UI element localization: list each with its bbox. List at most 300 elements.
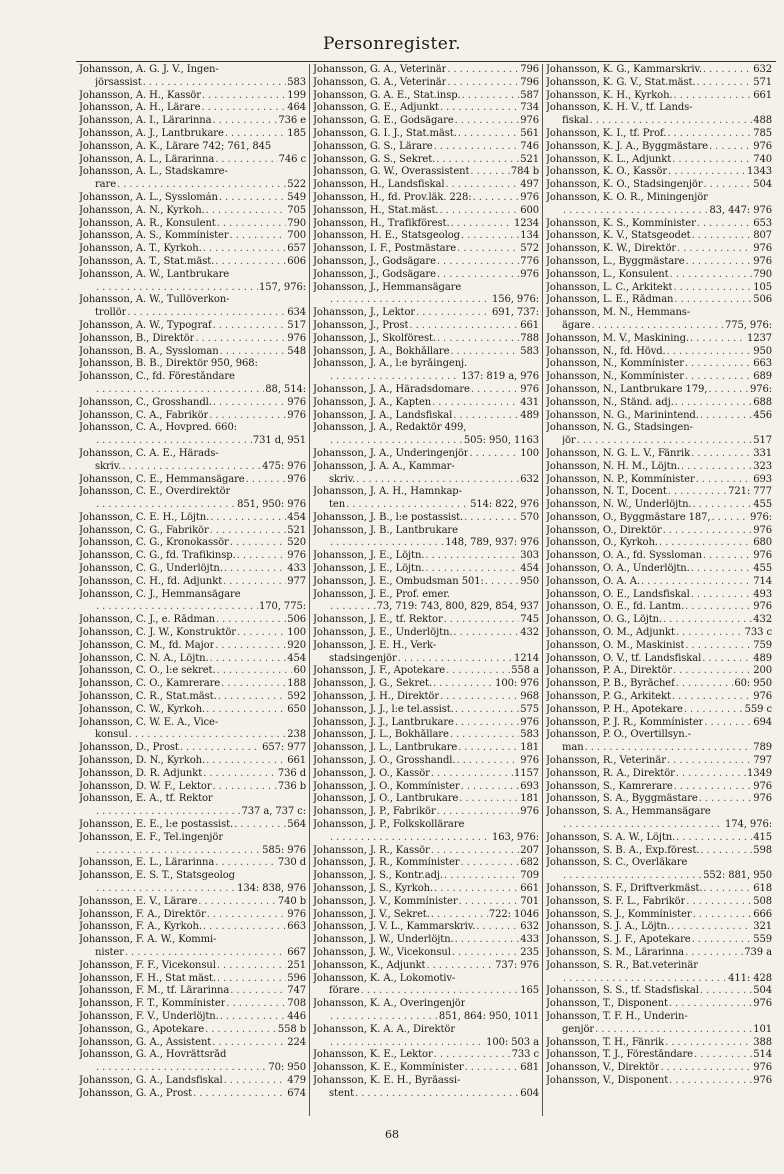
entry-name: Johansson, F. V., Underlöjtn.	[79, 1010, 219, 1022]
entry-pages: 709	[520, 870, 539, 882]
entry-name: Johansson, J. E. H., Verk-	[313, 639, 437, 651]
leader-dots	[96, 435, 252, 448]
leader-dots	[685, 601, 752, 614]
entry-name: Johansson, J. O., Lantbrukare	[313, 793, 459, 805]
register-entry	[546, 870, 772, 883]
entry-pages: 789	[753, 742, 772, 754]
entry-pages: 432	[520, 627, 539, 639]
entry-name: Johansson, P. A., Direktör	[546, 665, 672, 677]
entry-pages: 784 b	[510, 166, 539, 178]
entry-pages: 976	[753, 550, 772, 562]
entry-pages: 739 a	[744, 946, 772, 958]
entry-pages: 575	[520, 703, 539, 715]
entry-name: Johansson, T. J., Föreståndare	[546, 1049, 694, 1061]
leader-dots	[563, 870, 702, 883]
entry-pages: 745	[520, 614, 539, 626]
entry-pages: 583	[520, 729, 539, 741]
entry-pages: 797	[753, 755, 772, 767]
entry-name: Johansson, J. A., l:e byråingenj.	[313, 358, 468, 370]
register-entry	[546, 563, 772, 576]
leader-dots	[691, 589, 753, 602]
leader-dots	[690, 333, 746, 346]
entry-pages: 667	[287, 946, 306, 958]
register-entry	[546, 614, 772, 627]
entry-pages: 976:	[749, 383, 772, 395]
entry-name: Johansson, J. O., Grosshandl.	[313, 755, 456, 767]
register-entry	[546, 768, 772, 781]
leader-dots	[432, 397, 519, 410]
entry-name: Johansson, C. E. H., Löjtn.	[79, 511, 210, 523]
register-entry	[546, 1011, 772, 1024]
register-entry	[546, 192, 772, 205]
register-entry	[79, 346, 306, 359]
entry-name: Johansson, O. E., Landsfiskal	[546, 588, 690, 600]
entry-pages: 714	[753, 575, 772, 587]
register-entry	[79, 499, 306, 512]
leader-dots	[676, 627, 744, 640]
register-entry	[546, 77, 772, 90]
leader-dots	[671, 921, 752, 934]
register-entry	[546, 256, 772, 269]
register-entry	[79, 973, 306, 986]
entry-name: Johansson, J. R., Kommínister	[313, 857, 460, 869]
leader-dots	[220, 346, 287, 359]
register-entry	[546, 960, 772, 973]
entry-name: Johansson, C. A. E., Härads-	[79, 447, 219, 459]
entry-name: Johansson, C. J., e. Rådman	[79, 614, 215, 626]
register-entry	[546, 589, 772, 602]
leader-dots	[213, 115, 278, 128]
register-entry	[313, 115, 539, 128]
entry-pages: 776	[520, 255, 539, 267]
register-entry	[313, 141, 539, 154]
entry-name: Johansson, J. B., l:e postassist.	[313, 511, 464, 523]
entry-name: Johansson, E. V., Lärare	[79, 895, 198, 907]
register-entry	[79, 768, 306, 781]
entry-name: Johansson, D. N., Kyrkoh.	[79, 755, 206, 767]
leader-dots	[590, 115, 753, 128]
entry-pages: 454	[287, 511, 306, 523]
entry-pages: 60: 950	[734, 678, 772, 690]
entry-name: Johansson, A. N., Kyrkoh.	[79, 204, 205, 216]
entry-pages: 618	[753, 883, 772, 894]
entry-pages: 559 c	[744, 703, 772, 715]
register-entry	[546, 282, 772, 295]
entry-pages: 559	[753, 934, 772, 946]
leader-dots	[217, 665, 293, 678]
register-entry	[546, 832, 772, 845]
register-entry	[313, 576, 539, 589]
entry-name: Johansson, C. W. E. A., Vice-	[79, 716, 219, 728]
leader-dots	[696, 77, 752, 90]
entry-name: Johansson, G. A., Prost	[79, 1087, 193, 1099]
register-entry	[313, 525, 539, 538]
leader-dots	[641, 576, 752, 589]
leader-dots	[677, 243, 752, 256]
leader-dots	[459, 793, 519, 806]
register-entry	[313, 755, 539, 768]
leader-dots	[445, 179, 519, 192]
register-entry	[79, 192, 306, 205]
register-entry	[79, 793, 306, 806]
entry-name: Johansson, K. J. A., Byggmästare	[546, 140, 708, 152]
leader-dots	[203, 243, 286, 256]
register-entry	[313, 422, 539, 435]
entry-name: Johansson, C. E., Överdirektör	[79, 486, 231, 498]
entry-name: Johansson, K. W., Direktör	[546, 243, 677, 255]
entry-name: Johansson, S. F., Driftverkmäst.	[546, 883, 703, 894]
leader-dots	[685, 640, 752, 653]
entry-name: Johansson, O. A. A.	[546, 575, 641, 587]
register-entry	[546, 358, 772, 371]
register-entry	[313, 857, 539, 870]
entry-name: Johansson, K. O., Kassör	[546, 166, 668, 178]
register-entry	[79, 282, 306, 295]
leader-dots	[674, 781, 753, 794]
register-entry	[313, 601, 539, 614]
register-entry	[313, 883, 539, 896]
entry-name: Johansson, J. S., Kyrkoh.	[313, 883, 434, 894]
leader-dots	[700, 985, 752, 998]
entry-pages: 796	[520, 64, 539, 75]
entry-name: Johansson, J. E., Löjtn.	[313, 550, 425, 562]
register-entry	[79, 525, 306, 538]
leader-dots	[224, 563, 286, 576]
register-entry	[546, 601, 772, 614]
entry-name: Johansson, C. R., Stat.mäst.	[79, 691, 217, 703]
register-entry	[79, 985, 306, 998]
entry-pages: 746 c	[278, 153, 306, 165]
leader-dots	[218, 691, 287, 704]
register-entry	[313, 550, 539, 563]
entry-pages: 156, 976:	[491, 294, 539, 306]
entry-name: Johansson, M. V., Maskining.	[546, 332, 690, 344]
leader-dots	[210, 512, 286, 525]
entry-name: Johansson, J. F., Apotekare	[313, 665, 446, 677]
entry-name: Johansson, S. A., Hemmansägare	[546, 806, 711, 818]
entry-pages: 88, 514:	[265, 383, 306, 395]
leader-dots	[212, 1037, 286, 1050]
leader-dots	[237, 550, 287, 563]
register-entry	[79, 1075, 306, 1088]
register-entry	[79, 576, 306, 589]
entry-name: Johansson, A. H., Kassör	[79, 89, 201, 101]
leader-dots	[473, 192, 520, 205]
entry-name: Johansson, S. A., Byggmästare	[546, 793, 698, 805]
entry-pages: 585: 976	[262, 844, 306, 856]
entry-name: Johansson, N., fd. Hövd.	[546, 345, 666, 357]
leader-dots	[234, 819, 286, 832]
entry-pages: 693	[520, 780, 539, 792]
entry-pages: 968	[520, 691, 539, 703]
entry-name: Johansson, J., Skolförest.	[313, 332, 437, 344]
register-entry	[313, 832, 539, 845]
entry-name: Johansson, A. W., Lantbrukare	[79, 268, 230, 280]
register-entry	[79, 729, 306, 742]
entry-name: Johansson, C. E., Hemmansägare	[79, 473, 245, 485]
entry-name: Johansson, K. H. V., tf. Lands-	[546, 102, 693, 114]
leader-dots	[663, 525, 753, 538]
entry-name: Johansson, T. F. H., Underin-	[546, 1010, 688, 1022]
entry-name: Johansson, J. A., Kapten	[313, 396, 432, 408]
entry-name: Johansson, K. A. A., Direktör	[313, 1023, 456, 1035]
register-entry	[79, 435, 306, 448]
entry-pages: 976	[753, 140, 772, 152]
register-entry	[313, 640, 539, 653]
leader-dots	[709, 141, 752, 154]
entry-pages: 788	[520, 332, 539, 344]
entry-name: Johansson, O. M., Maskinist	[546, 639, 685, 651]
entry-name: Johansson, E. F., Tel.ingenjör	[79, 831, 224, 843]
leader-dots	[459, 896, 520, 909]
entry-pages: 455	[753, 499, 772, 511]
register-entry	[79, 1037, 306, 1050]
leader-dots	[96, 806, 240, 819]
leader-dots	[431, 768, 513, 781]
entry-pages: 650	[287, 703, 306, 715]
entry-name: Johansson, C. G., Kronokassör	[79, 537, 229, 549]
entry-name: Johansson, K. O. R., Miningenjör	[546, 191, 708, 203]
entry-name: Johansson, L. C., Arkitekt	[546, 281, 673, 293]
leader-dots	[330, 1011, 438, 1024]
register-entry	[546, 115, 772, 128]
entry-pages: 666	[753, 908, 772, 920]
leader-dots	[206, 205, 287, 218]
entry-pages: 950	[753, 345, 772, 357]
leader-dots	[676, 678, 734, 691]
register-entry	[546, 781, 772, 794]
leader-dots	[330, 294, 491, 307]
register-entry	[79, 909, 306, 922]
register-entry	[313, 192, 539, 205]
entry-pages: 163, 976:	[491, 831, 539, 843]
entry-pages: 592	[287, 691, 306, 703]
leader-dots	[225, 128, 286, 141]
register-entry	[313, 960, 539, 973]
leader-dots	[667, 128, 752, 141]
entry-name: Johansson, B. A., Syssloman	[79, 345, 219, 357]
register-entry	[79, 704, 306, 717]
leader-dots	[485, 576, 519, 589]
leader-dots	[444, 870, 519, 883]
leader-dots	[458, 742, 519, 755]
register-entry	[313, 768, 539, 781]
register-entry	[313, 205, 539, 218]
register-entry	[546, 640, 772, 653]
entry-pages: 572	[520, 243, 539, 255]
entry-name: Johansson, J. A., Underingenjör	[313, 447, 469, 459]
entry-name: Johansson, B., Direktör	[79, 332, 195, 344]
entry-pages: 775, 976:	[724, 319, 772, 331]
entry-pages: 600	[520, 204, 539, 216]
register-entry	[313, 269, 539, 282]
entry-pages: 446	[287, 1010, 306, 1022]
entry-name: Johansson, N. T., Docent	[546, 486, 667, 498]
register-entry	[79, 550, 306, 563]
leader-dots	[461, 230, 519, 243]
leader-dots	[453, 410, 519, 423]
register-entry	[313, 282, 539, 295]
register-entry	[313, 371, 539, 384]
entry-pages: 165	[520, 985, 539, 997]
register-entry	[79, 422, 306, 435]
register-entry	[313, 154, 539, 167]
register-entry	[313, 166, 539, 179]
leader-dots	[699, 793, 752, 806]
entry-pages: 759	[753, 639, 772, 651]
entry-name: skriv.	[329, 473, 356, 485]
entry-pages: 148, 789, 937: 976	[445, 537, 539, 549]
leader-dots	[440, 205, 520, 218]
leader-dots	[213, 320, 287, 333]
leader-dots	[416, 307, 491, 320]
leader-dots	[669, 1075, 752, 1088]
entry-pages: 807	[753, 230, 772, 242]
entry-name: Johansson, K. E. H., Byråassi-	[313, 1074, 461, 1086]
entry-name: Johansson, G. I. J., Stat.mäst.	[313, 127, 457, 139]
entry-name: Johansson, J. B., Lantbrukare	[313, 524, 458, 536]
entry-pages: 549	[287, 191, 306, 203]
entry-pages: 1237	[746, 332, 772, 344]
leader-dots	[210, 653, 287, 666]
entry-pages: 1214	[513, 652, 539, 664]
entry-pages: 851, 950: 976	[237, 499, 306, 511]
entry-pages: 506	[287, 614, 306, 626]
leader-dots	[96, 384, 264, 397]
register-entry	[313, 742, 539, 755]
register-entry	[79, 537, 306, 550]
entry-pages: 661	[520, 319, 539, 331]
register-entry	[313, 704, 539, 717]
leader-dots	[577, 435, 753, 448]
entry-pages: 851, 864: 950, 1011	[438, 1010, 539, 1022]
entry-name: Johansson, J. E., Löjtn.	[313, 563, 425, 575]
entry-pages: 174, 976:	[724, 819, 772, 831]
leader-dots	[461, 781, 520, 794]
register-entry	[546, 243, 772, 256]
register-entry	[79, 742, 306, 755]
register-entry	[313, 64, 539, 77]
entry-pages: 976	[753, 1062, 772, 1074]
register-entry	[546, 320, 772, 333]
leader-dots	[425, 550, 519, 563]
entry-name: Johansson, C. A., Hovpred. 660:	[79, 422, 237, 434]
entry-pages: 977	[287, 575, 306, 587]
leader-dots	[663, 614, 752, 627]
entry-pages: 517	[753, 435, 772, 447]
entry-name: Johansson, H., fd. Prov.läk. 228:	[313, 191, 472, 203]
entry-name: Johansson, J. P., Fabrikör	[313, 806, 436, 818]
entry-pages: 455	[753, 563, 772, 575]
leader-dots	[455, 717, 519, 730]
entry-name: Johansson, A. W., Tullöverkon-	[79, 294, 230, 306]
register-entry	[546, 307, 772, 320]
register-entry	[79, 358, 306, 371]
register-entry	[546, 410, 772, 423]
entry-name: rare	[95, 179, 117, 191]
entry-name: Johansson, J. S., Kontr.adj.	[313, 870, 443, 882]
leader-dots	[96, 845, 261, 858]
leader-dots	[125, 947, 286, 960]
register-entry	[79, 1024, 306, 1037]
entry-name: Johansson, K. V., Statsgeodet	[546, 230, 691, 242]
entry-name: Johansson, K. O., Stadsingenjör	[546, 179, 703, 191]
register-entry	[546, 1075, 772, 1088]
entry-name: stent	[329, 1087, 355, 1099]
entry-name: Johansson, J., Godsägare	[313, 255, 436, 267]
leader-dots	[659, 537, 752, 550]
register-entry	[79, 205, 306, 218]
register-entry	[79, 998, 306, 1011]
register-entry	[313, 1075, 539, 1088]
entry-pages: 663	[753, 358, 772, 370]
entry-pages: 700	[287, 230, 306, 242]
register-entry	[79, 294, 306, 307]
entry-name: Johansson, E. L., Lärarinna	[79, 857, 215, 869]
entry-pages: 736 b	[277, 780, 306, 792]
leader-dots	[213, 781, 277, 794]
register-entry	[546, 845, 772, 858]
leader-dots	[425, 563, 519, 576]
entry-pages: 731 d, 951	[252, 435, 306, 447]
entry-pages: 517	[287, 319, 306, 331]
leader-dots	[398, 653, 513, 666]
entry-pages: 200	[753, 665, 772, 677]
entry-name: ten	[329, 499, 346, 511]
entry-name: Johansson, G. S., Lärare	[313, 140, 433, 152]
entry-pages: 976	[753, 255, 772, 267]
leader-dots	[703, 883, 752, 896]
leader-dots	[217, 960, 286, 973]
entry-pages: 181	[520, 793, 539, 805]
entry-pages: 508	[753, 895, 772, 907]
leader-dots	[96, 282, 258, 295]
entry-name: Johansson, N. G., Stadsingen-	[546, 422, 693, 434]
register-entry	[313, 294, 539, 307]
register-entry	[546, 1062, 772, 1075]
register-entry	[546, 665, 772, 678]
entry-name: Johansson, J. A. A., Kammar-	[313, 460, 455, 472]
register-entry	[546, 717, 772, 730]
register-entry	[313, 256, 539, 269]
register-entry	[546, 742, 772, 755]
entry-name: Johansson, S. M., Lärarinna	[546, 946, 685, 958]
entry-name: Johansson, N., Lantbrukare 179,	[546, 383, 708, 395]
register-entry	[79, 141, 306, 154]
page-number: 68	[385, 1128, 399, 1141]
register-entry	[546, 819, 772, 832]
register-entry	[546, 921, 772, 934]
leader-dots	[440, 691, 519, 704]
register-entry	[79, 128, 306, 141]
entry-pages: 514	[753, 1049, 772, 1061]
register-entry	[313, 909, 539, 922]
leader-dots	[684, 704, 744, 717]
entry-name: Johansson, K. E., Lektor	[313, 1049, 433, 1061]
entry-name: nister	[95, 946, 124, 958]
leader-dots	[202, 90, 286, 103]
entry-pages: 661	[287, 755, 306, 767]
entry-pages: 522	[287, 179, 306, 191]
leader-dots	[685, 358, 752, 371]
leader-dots	[215, 640, 286, 653]
register-entry	[79, 397, 306, 410]
entry-name: Johansson, A. W., Typograf	[79, 319, 212, 331]
leader-dots	[230, 537, 287, 550]
entry-name: Johansson, J. L., Bokhållare	[313, 729, 449, 741]
entry-name: Johansson, J. J., Lantbrukare	[313, 716, 454, 728]
leader-dots	[444, 614, 520, 627]
